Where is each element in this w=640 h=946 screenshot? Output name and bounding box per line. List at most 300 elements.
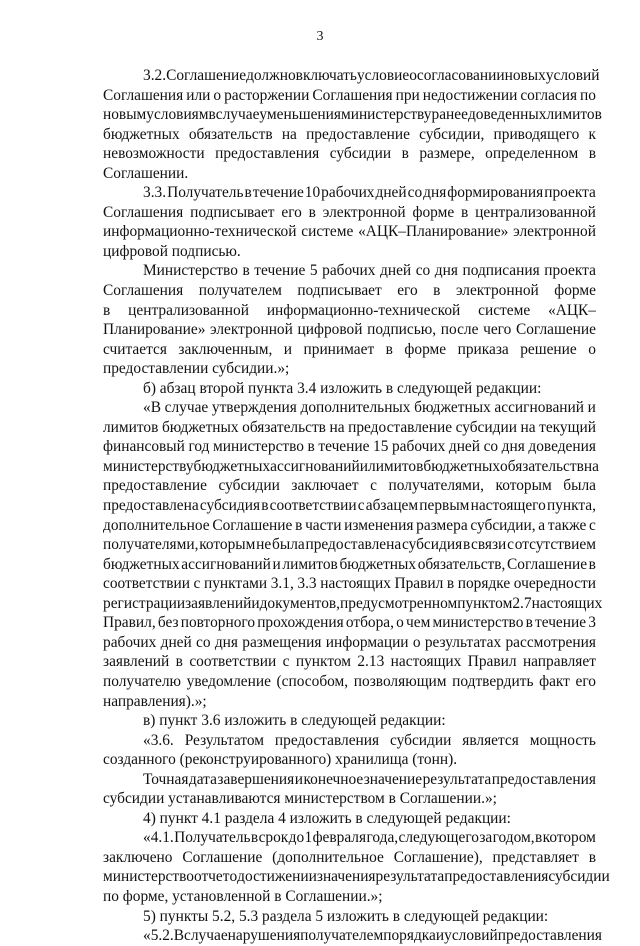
text-word: на <box>583 457 599 475</box>
text-word: случае <box>164 399 209 417</box>
text-word: министерство <box>432 614 524 632</box>
text-word: изменения <box>344 516 414 534</box>
page-number: 3 <box>316 29 324 44</box>
text-line <box>103 418 596 438</box>
text-line <box>103 692 596 712</box>
text-word: в <box>242 262 250 280</box>
text-span: 5) пункты 5.2, 5.3 раздела 5 изложить в следующей редакции: <box>143 907 549 925</box>
text-word: субсидии <box>390 731 452 749</box>
text-word: лимитов <box>368 457 424 475</box>
text-word: Соглашения <box>103 86 184 104</box>
text-word: приказа <box>457 340 509 358</box>
text-word: о <box>229 868 238 886</box>
text-word: доведения <box>528 438 596 456</box>
text-line <box>103 144 596 164</box>
text-word: проекта <box>544 262 596 280</box>
text-word: подписывает <box>297 282 382 300</box>
text-word: со <box>415 262 431 280</box>
text-word: бюджетных <box>103 125 180 143</box>
text-word: должно <box>246 67 296 84</box>
text-word: достижении <box>237 868 317 886</box>
text-word: обязательств, <box>417 555 506 573</box>
document-body <box>103 66 610 946</box>
text-word: результатах <box>424 633 502 651</box>
text-word: невозможности <box>103 145 205 163</box>
text-line <box>103 750 596 770</box>
text-word: условий <box>444 927 498 945</box>
text-word: его <box>281 203 302 221</box>
text-word: определенном <box>485 145 579 163</box>
text-word: ассигнований <box>270 457 360 475</box>
text-word: получателями, <box>388 477 484 495</box>
text-word: повторного <box>180 614 256 632</box>
text-word: предоставления <box>215 145 320 163</box>
text-word: в <box>295 516 303 534</box>
text-word: размере, <box>419 145 475 163</box>
text-word: субсидия <box>199 497 261 515</box>
text-word: абзацем <box>365 497 419 515</box>
text-word: предоставления <box>497 927 602 945</box>
text-word: Министерство <box>143 262 238 280</box>
text-word: рабочих <box>103 633 157 651</box>
text-word: в <box>588 555 596 573</box>
text-word: с <box>507 536 514 554</box>
text-word: рассмотрения <box>505 633 596 651</box>
text-line <box>103 261 596 281</box>
text-line <box>103 222 596 242</box>
text-word: завершения <box>217 770 295 788</box>
text-word: заключает <box>291 477 359 495</box>
text-word: или <box>186 86 211 104</box>
text-word: доведенных <box>467 106 547 124</box>
text-word: о <box>409 67 417 84</box>
text-word: отбора, <box>345 614 394 632</box>
text-word: была <box>563 477 596 495</box>
text-word: дня <box>434 262 458 280</box>
text-word: связи <box>471 536 507 554</box>
text-word: предоставления <box>274 731 380 749</box>
text-word: субсидии <box>218 477 280 495</box>
text-line <box>103 613 596 633</box>
text-line <box>103 164 596 184</box>
text-word: 3.3. <box>143 184 167 202</box>
text-word: бюджетных <box>161 418 239 436</box>
text-word: субсидии, <box>419 125 485 143</box>
text-word: в <box>308 203 316 221</box>
text-word: 1 <box>304 829 313 847</box>
text-word: Правил <box>467 653 517 671</box>
text-word: с <box>357 497 365 515</box>
text-word: Получатель <box>167 184 244 202</box>
text-word: в <box>401 145 409 163</box>
text-word: заключенным, <box>178 340 273 358</box>
text-word: направляет <box>522 653 596 671</box>
text-word: размера <box>416 516 468 534</box>
text-word: 5 <box>309 262 318 280</box>
text-line <box>103 105 602 125</box>
text-word: 3.2. <box>143 67 167 84</box>
text-word: не <box>256 536 272 554</box>
text-word: Соглашение <box>182 848 263 866</box>
text-word: предусмотренном <box>340 594 458 612</box>
text-word: случае <box>184 927 228 945</box>
text-word: о <box>588 340 596 358</box>
text-word: Соглашения <box>103 282 184 300</box>
text-word: ассигнований <box>181 555 271 573</box>
text-word: Получатель <box>174 829 251 847</box>
text-word: Точная <box>143 770 189 788</box>
text-word: обязательств <box>500 457 584 475</box>
text-line <box>103 809 596 829</box>
text-word: лимитов <box>103 418 159 436</box>
text-word: дней <box>160 633 192 651</box>
text-word: Планирование» <box>103 321 206 339</box>
text-word: дополнительных <box>300 399 411 417</box>
text-word: новых <box>504 67 546 84</box>
text-word: дня <box>214 633 238 651</box>
text-word: (дополнительное <box>272 848 384 866</box>
text-word: февраля <box>312 829 367 847</box>
text-word: лимитов <box>282 555 338 573</box>
text-word: 10 <box>304 184 321 202</box>
text-word: его <box>575 672 596 690</box>
text-word: системе <box>478 301 531 319</box>
text-word: форме <box>404 340 447 358</box>
text-word: его <box>397 282 418 300</box>
text-word: результата <box>375 868 445 886</box>
text-word: предоставление <box>306 125 410 143</box>
text-word: централизованной <box>128 301 249 319</box>
text-word: и <box>359 457 369 475</box>
text-word: Правил, <box>103 614 156 632</box>
text-line <box>103 789 596 809</box>
text-word: заявлений <box>103 653 170 671</box>
text-line <box>103 535 596 555</box>
text-word: Соглашение <box>515 321 596 339</box>
text-word: подписывает <box>190 203 275 221</box>
text-line <box>103 926 602 946</box>
text-word: «В <box>143 399 161 417</box>
text-word: в <box>588 848 596 866</box>
text-word: субсидии <box>329 145 392 163</box>
text-word: порядка <box>383 927 436 945</box>
text-span: по форме, установленной в Соглашении.»; <box>103 887 383 905</box>
text-word: а <box>538 516 546 534</box>
text-word: электронной <box>455 282 539 300</box>
text-word: «АЦК– <box>548 301 596 319</box>
text-word: текущий <box>539 418 596 436</box>
text-word: и <box>251 594 260 612</box>
text-line <box>103 555 596 575</box>
text-word: со <box>483 438 499 456</box>
text-word: в <box>433 282 441 300</box>
text-word: «АЦК–Планирование» <box>358 223 509 241</box>
text-line <box>103 203 596 223</box>
text-word: на <box>329 418 345 436</box>
text-word: подписания <box>462 262 540 280</box>
text-word: в <box>175 653 183 671</box>
text-word: в <box>307 438 315 456</box>
text-word: новым <box>103 106 147 124</box>
text-word: с <box>193 575 201 593</box>
text-word: соответствии <box>269 497 357 515</box>
text-word: срок <box>258 829 289 847</box>
text-word: результата <box>422 770 492 788</box>
text-word: 3.1, <box>270 575 294 593</box>
text-word: бюджетных <box>423 457 501 475</box>
text-span: Соглашении. <box>103 164 189 182</box>
text-word: в <box>525 614 533 632</box>
text-word: в <box>446 575 455 593</box>
text-word: информации <box>325 633 409 651</box>
text-word: за <box>479 829 493 847</box>
text-word: настоящих <box>320 575 391 593</box>
text-word: года, <box>366 829 399 847</box>
text-word: Соглашение <box>212 516 293 534</box>
text-word: по <box>580 86 596 104</box>
text-word: централизованной <box>475 203 596 221</box>
text-line <box>103 242 596 262</box>
text-word: течение <box>254 262 306 280</box>
text-word: «5.2. <box>143 927 174 945</box>
text-word: подписью, <box>367 321 437 339</box>
text-span: 4) пункт 4.1 раздела 4 изложить в следующей редакции: <box>143 809 511 827</box>
text-line <box>103 867 610 887</box>
text-line <box>103 398 596 418</box>
text-word: годом, <box>492 829 535 847</box>
text-line <box>103 887 596 907</box>
text-word: информационно-технической <box>266 301 461 319</box>
text-word: приводящего <box>493 125 580 143</box>
text-word: форме <box>554 282 596 300</box>
text-word: включать <box>295 67 357 84</box>
text-word: чего <box>483 321 512 339</box>
text-word: в <box>462 536 471 554</box>
text-word: и <box>435 927 445 945</box>
text-word: условиям <box>146 106 209 124</box>
text-word: обязательств <box>188 125 273 143</box>
text-span: субсидии устанавливаются министерством в Соглашении.»; <box>103 790 497 808</box>
text-word: дней <box>375 184 407 202</box>
text-word: значение <box>363 770 423 788</box>
text-word: дней <box>448 438 480 456</box>
text-word: министерство <box>213 438 304 456</box>
text-word: предоставление <box>348 418 453 436</box>
text-line <box>103 359 596 379</box>
text-word: электронной <box>210 321 293 339</box>
text-word: о <box>412 633 421 651</box>
text-line <box>103 516 596 536</box>
text-word: дней <box>380 262 412 280</box>
text-word: и <box>283 340 293 358</box>
text-word: была <box>272 536 305 554</box>
text-word: порядке <box>457 575 511 593</box>
text-word: электронной <box>513 223 596 241</box>
text-line <box>103 907 596 927</box>
text-word: министерству <box>340 106 432 124</box>
text-line <box>103 66 600 86</box>
text-word: получателем <box>300 927 384 945</box>
text-word: заключено <box>103 848 173 866</box>
text-word: в <box>588 145 596 163</box>
text-word: также <box>547 516 587 534</box>
text-word: о <box>396 614 404 632</box>
text-word: отсутствием <box>514 536 596 554</box>
text-line <box>103 711 596 731</box>
text-word: заявлений <box>185 594 252 612</box>
text-word: обязательств <box>242 418 326 436</box>
text-word: рабочих <box>322 262 376 280</box>
text-word: на <box>520 418 536 436</box>
text-word: с <box>589 516 596 534</box>
text-word: в <box>535 829 543 847</box>
text-word: размещения <box>242 633 322 651</box>
text-span: созданного (реконструированного) хранилища (тонн). <box>103 751 458 769</box>
text-word: предоставлена <box>305 536 402 554</box>
text-word: настоящих <box>390 653 462 671</box>
text-word: является <box>462 731 519 749</box>
text-word: в <box>250 829 259 847</box>
text-word: формирования <box>447 184 544 202</box>
text-word: форме <box>412 203 455 221</box>
text-word: настоящих <box>531 594 603 612</box>
text-word: субсидии <box>455 418 517 436</box>
text-word: Соглашение <box>166 67 247 84</box>
text-word: соответствии <box>103 575 190 593</box>
text-word: субсидия <box>401 536 463 554</box>
text-word: 2.13 <box>357 653 385 671</box>
text-word: системе <box>301 223 354 241</box>
text-word: очередности <box>513 575 596 593</box>
text-word: котором <box>542 829 596 847</box>
text-line <box>103 594 603 614</box>
text-word: пунктами <box>203 575 268 593</box>
text-word: проекта <box>544 184 596 202</box>
text-word: к <box>588 125 596 143</box>
text-word: при <box>395 86 420 104</box>
text-word: пунктом <box>295 653 351 671</box>
text-word: считается <box>103 340 167 358</box>
text-word: мощность <box>529 731 596 749</box>
text-word: пункта, <box>546 497 596 515</box>
text-word: пунктом <box>457 594 513 612</box>
text-word: министерство <box>103 868 194 886</box>
text-word: получателю <box>103 672 182 690</box>
text-word: (способом, <box>276 672 349 690</box>
text-line <box>103 848 596 868</box>
text-word: предоставления <box>444 868 549 886</box>
text-word: согласия <box>520 86 578 104</box>
text-word: «4.1. <box>143 829 174 847</box>
text-word: получателями, <box>103 536 199 554</box>
text-word: ранее <box>431 106 468 124</box>
text-word: конечное <box>303 770 364 788</box>
text-word: недостижении <box>422 86 518 104</box>
text-word: информационно-технической <box>103 223 297 241</box>
text-word: следующего <box>398 829 479 847</box>
text-line <box>103 183 596 203</box>
text-word: расторжении <box>224 86 310 104</box>
text-word: со <box>407 184 423 202</box>
text-word: до <box>288 829 305 847</box>
text-word: после <box>440 321 479 339</box>
text-word: утверждения <box>211 399 297 417</box>
text-word: уменьшения <box>259 106 341 124</box>
text-line <box>103 828 596 848</box>
text-word: и <box>294 770 303 788</box>
text-word: финансовый <box>103 438 185 456</box>
text-line <box>103 437 596 457</box>
text-word: чем <box>406 614 431 632</box>
text-line <box>103 457 599 477</box>
text-word: части <box>305 516 342 534</box>
text-word: бюджетных <box>414 399 491 417</box>
text-word: Правил <box>394 575 444 593</box>
text-word: течение <box>252 184 304 202</box>
text-word: предоставления <box>491 770 596 788</box>
text-word: и <box>272 555 281 573</box>
text-word: регистрации <box>103 594 186 612</box>
text-line <box>103 574 596 594</box>
text-word: с <box>282 653 290 671</box>
text-word: субсидии, <box>470 516 536 534</box>
text-word: бюджетных <box>103 555 180 573</box>
text-word: бюджетных <box>339 555 417 573</box>
text-word: условий <box>545 67 600 84</box>
text-line <box>103 301 596 321</box>
text-line <box>103 770 596 790</box>
text-word: электронной <box>322 203 406 221</box>
text-word: субсидии <box>548 868 610 886</box>
text-word: «3.6. <box>143 731 174 749</box>
text-line <box>103 496 596 516</box>
text-word: Результатом <box>184 731 264 749</box>
text-word: Соглашения <box>103 203 184 221</box>
text-word: позволяющим <box>353 672 447 690</box>
text-line <box>103 672 596 692</box>
text-word: рабочих <box>321 184 375 202</box>
text-word: цифровой <box>297 321 363 339</box>
text-word: В <box>173 927 185 945</box>
text-line <box>103 281 596 301</box>
text-word: значения <box>316 868 376 886</box>
text-word: в <box>261 497 269 515</box>
text-word: факт <box>539 672 570 690</box>
text-word: предоставление <box>103 477 207 495</box>
text-word: дата <box>188 770 217 788</box>
text-word: первым <box>419 497 470 515</box>
text-word: министерству <box>103 457 194 475</box>
text-word: течение <box>535 614 587 632</box>
text-line <box>103 476 596 496</box>
text-word: в <box>208 106 216 124</box>
text-word: 15 <box>373 438 389 456</box>
text-word: 3 <box>588 614 596 632</box>
text-word: согласовании <box>416 67 505 84</box>
text-word: ассигнований <box>494 399 585 417</box>
text-word: в <box>103 301 111 319</box>
text-word: о <box>213 86 222 104</box>
text-word: дополнительное <box>103 516 210 534</box>
text-word: которым <box>495 477 552 495</box>
text-word: получателем <box>198 282 282 300</box>
text-span: предоставлении субсидии.»; <box>103 360 290 378</box>
text-word: рабочих <box>391 438 446 456</box>
text-word: уведомление <box>186 672 271 690</box>
text-word: документов, <box>259 594 341 612</box>
text-line <box>103 731 596 751</box>
text-word: Соглашение), <box>393 848 483 866</box>
